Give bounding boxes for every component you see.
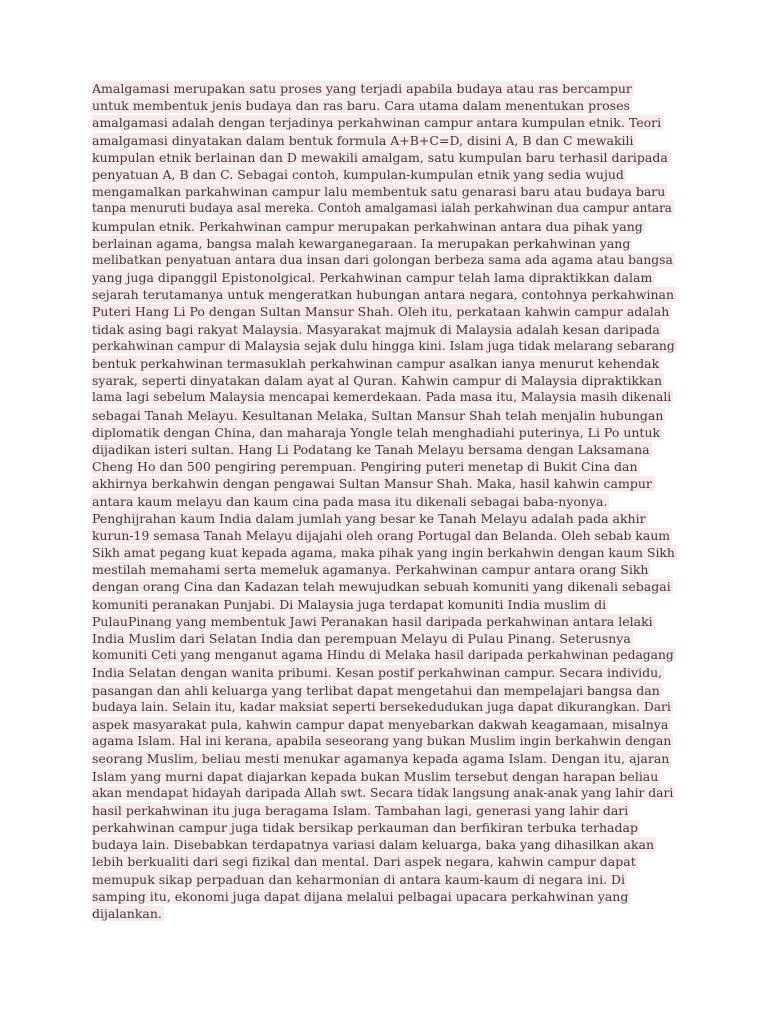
- text-line: [92, 321, 680, 338]
- text-line: [92, 389, 680, 406]
- text-line-content: untuk membentuk jenis budaya dan ras baru. Cara utama dalam menentukan proses: [92, 98, 630, 114]
- text-line-content: bentuk perkahwinan termasuklah perkahwinan campur asalkan ianya menurut kehendak: [92, 356, 660, 371]
- text-line-content: kumpulan etnik. Perkahwinan campur merupakan perkahwinan antara dua pihak yang: [92, 218, 643, 234]
- text-line: [92, 613, 680, 630]
- text-line: [92, 372, 680, 389]
- text-line-content: tidak asing bagi rakyat Malaysia. Masyarakat majmuk di Malaysia adalah kesan daripada: [92, 321, 660, 337]
- text-line-content: amalgamasi adalah dengan terjadinya perkahwinan campur antara kumpulan etnik. Teori: [92, 115, 662, 131]
- text-line: [92, 149, 680, 166]
- text-line-content: aspek masyarakat pula, kahwin campur dapat menyebarkan dakwah keagamaan, misalnya: [92, 716, 669, 732]
- text-line: [92, 441, 680, 458]
- text-line-content: akhirnya berkahwin dengan pengawai Sultan Mansur Shah. Maka, hasil kahwin campur: [92, 476, 652, 492]
- text-line: [92, 853, 680, 870]
- text-line-content: agama Islam. Hal ini kerana, apabila seseorang yang bukan Muslim ingin berkahwin dengan: [92, 734, 672, 749]
- text-line-content: lama lagi sebelum Malaysia mencapai kemerdekaan. Pada masa itu, Malaysia masih dikenali: [92, 390, 672, 405]
- text-line: [92, 218, 680, 235]
- text-line: [92, 716, 680, 733]
- text-line-content: budaya lain. Disebabkan terdapatnya variasi dalam keluarga, baka yang dihasilkan akan: [92, 837, 655, 853]
- text-line: [92, 819, 680, 836]
- text-line-content: Puteri Hang Li Po dengan Sultan Mansur Shah. Oleh itu, perkataan kahwin campur adalah: [92, 304, 670, 320]
- text-line: [92, 235, 680, 252]
- text-line-content: berlainan agama, bangsa malah kewarganegaraan. Ia merupakan perkahwinan yang: [92, 235, 631, 251]
- text-line: [92, 699, 680, 716]
- text-line-content: mengamalkan parkahwinan campur lalu membentuk satu genarasi baru atau budaya baru: [92, 184, 666, 200]
- text-line: [92, 132, 680, 149]
- text-line-content: kumpulan etnik berlainan dan D mewakili amalgam, satu kumpulan baru terhasil daripada: [92, 149, 668, 165]
- text-line-content: melibatkan penyatuan antara dua insan dari golongan berbeza sama ada agama atau bangsa: [92, 252, 673, 267]
- essay-text: [92, 80, 680, 922]
- text-line-content: lebih berkualiti dari segi fizikal dan mental. Dari aspek negara, kahwin campur dapat: [92, 854, 636, 870]
- text-line: [92, 596, 680, 613]
- text-line: [92, 510, 680, 527]
- text-line-content: memupuk sikap perpaduan dan keharmonian di antara kaum-kaum di negara ini. Di: [92, 871, 626, 887]
- text-line: [92, 871, 680, 888]
- text-line-content: amalgamasi dinyatakan dalam bentuk formula A+B+C=D, disini A, B dan C mewakili: [92, 132, 634, 148]
- text-line: [92, 493, 680, 510]
- text-line-content: samping itu, ekonomi juga dapat dijana melalui pelbagai upacara perkahwinan yang: [92, 888, 629, 904]
- text-line: [92, 200, 680, 217]
- text-line-content: sejarah terutamanya untuk mengeratkan hubungan antara negara, contohnya perkahwinan: [92, 287, 675, 303]
- text-line: [92, 561, 680, 578]
- text-line-content: antara kaum melayu dan kaum cina pada masa itu dikenali sebagai baba-nyonya.: [92, 493, 608, 509]
- text-line: [92, 750, 680, 767]
- text-line: [92, 458, 680, 475]
- text-line: [92, 888, 680, 905]
- text-line-content: penyatuan A, B dan C. Sebagai contoh, kumpulan-kumpulan etnik yang sedia wujud: [92, 166, 624, 182]
- text-line: [92, 647, 680, 664]
- text-line: [92, 733, 680, 750]
- text-line-content: Cheng Ho dan 500 pengiring perempuan. Pengiring puteri menetap di Bukit Cina dan: [92, 459, 638, 475]
- text-line: [92, 630, 680, 647]
- text-line-content: dijalankan.: [92, 906, 162, 921]
- text-line-content: syarak, seperti dinyatakan dalam ayat al Quran. Kahwin campur di Malaysia dipraktikkan: [92, 373, 663, 389]
- text-line: [92, 355, 680, 372]
- text-line-content: PulauPinang yang membentuk Jawi Peranakan hasil daripada perkahwinan antara lelaki: [92, 613, 653, 629]
- text-line-content: Sikh amat pegang kuat kepada agama, maka pihak yang ingin berkahwin dengan kaum Sikh: [92, 545, 675, 561]
- text-line: [92, 80, 680, 97]
- text-line: [92, 544, 680, 561]
- text-line-content: India Muslim dari Selatan India dan perempuan Melayu di Pulau Pinang. Seterusnya: [92, 631, 631, 646]
- text-line: [92, 183, 680, 200]
- text-line: [92, 407, 680, 424]
- text-line-content: India Selatan dengan wanita pribumi. Kesan postif perkahwinan campur. Secara individu,: [92, 665, 663, 681]
- text-line: [92, 252, 680, 269]
- text-line: [92, 682, 680, 699]
- text-line: [92, 114, 680, 131]
- text-line: [92, 802, 680, 819]
- text-line-content: dijadikan isteri sultan. Hang Li Podatang ke Tanah Melayu bersama dengan Laksamana: [92, 441, 650, 457]
- text-line: [92, 905, 680, 922]
- text-line-content: sebagai Tanah Melayu. Kesultanan Melaka, Sultan Mansur Shah telah menjalin hubungan: [92, 407, 664, 423]
- text-line: [92, 836, 680, 853]
- text-line: [92, 527, 680, 544]
- text-line-content: budaya lain. Selain itu, kadar maksiat seperti bersekedudukan juga dapat dikurangkan. Dari: [92, 699, 671, 714]
- text-line: [92, 664, 680, 681]
- text-line: [92, 269, 680, 286]
- text-line: [92, 475, 680, 492]
- text-line-content: hasil perkahwinan itu juga beragama Islam. Tambahan lagi, generasi yang lahir dari: [92, 802, 629, 818]
- text-line: [92, 166, 680, 183]
- text-line: [92, 768, 680, 785]
- text-line-content: akan mendapat hidayah daripada Allah swt. Secara tidak langsung anak-anak yang lahir dari: [92, 785, 674, 800]
- text-line-content: pasangan dan ahli keluarga yang terlibat dapat mengetahui dan mempelajari bangsa dan: [92, 682, 660, 698]
- text-line: [92, 424, 680, 441]
- text-line-content: diplomatik dengan China, dan maharaja Yongle telah menghadiahi puterinya, Li Po untuk: [92, 424, 661, 440]
- text-line: [92, 785, 680, 802]
- text-line-content: komuniti peranakan Punjabi. Di Malaysia juga terdapat komuniti India muslim di: [92, 596, 607, 612]
- text-line-content: perkahwinan campur di Malaysia sejak dulu hingga kini. Islam juga tidak melarang sebarang: [92, 338, 675, 353]
- text-line-content: Islam yang murni dapat diajarkan kepada bukan Muslim tersebut dengan harapan beliau: [92, 768, 659, 784]
- text-line-content: tanpa menuruti budaya asal mereka. Contoh amalgamasi ialah perkahwinan dua campur antara: [92, 201, 672, 216]
- text-line-content: komuniti Ceti yang menganut agama Hindu di Melaka hasil daripada perkahwinan pedagang: [92, 648, 674, 663]
- text-line-content: kurun-19 semasa Tanah Melayu dijajahi oleh orang Portugal dan Belanda. Oleh sebab kaum: [92, 527, 671, 543]
- text-line-content: yang juga dipanggil Epistonolgical. Perkahwinan campur telah lama dipraktikkan dalam: [92, 270, 653, 286]
- text-line: [92, 338, 680, 355]
- text-line-content: Amalgamasi merupakan satu proses yang terjadi apabila budaya atau ras bercampur: [92, 81, 632, 96]
- text-line: [92, 578, 680, 595]
- text-line-content: Penghijrahan kaum India dalam jumlah yang besar ke Tanah Melayu adalah pada akhir: [92, 510, 646, 526]
- text-line: [92, 303, 680, 320]
- text-line-content: perkahwinan campur juga tidak bersikap perkauman dan berfikiran terbuka terhadap: [92, 820, 638, 836]
- text-line-content: dengan orang Cina dan Kadazan telah mewujudkan sebuah komuniti yang dikenali sebagai: [92, 579, 671, 595]
- text-line: [92, 286, 680, 303]
- text-line-content: mestilah memahami serta memeluk agamanya. Perkahwinan campur antara orang Sikh: [92, 562, 649, 578]
- text-line-content: seorang Muslim, beliau mesti menukar agamanya kepada agama Islam. Dengan itu, ajaran: [92, 751, 670, 767]
- text-line: [92, 97, 680, 114]
